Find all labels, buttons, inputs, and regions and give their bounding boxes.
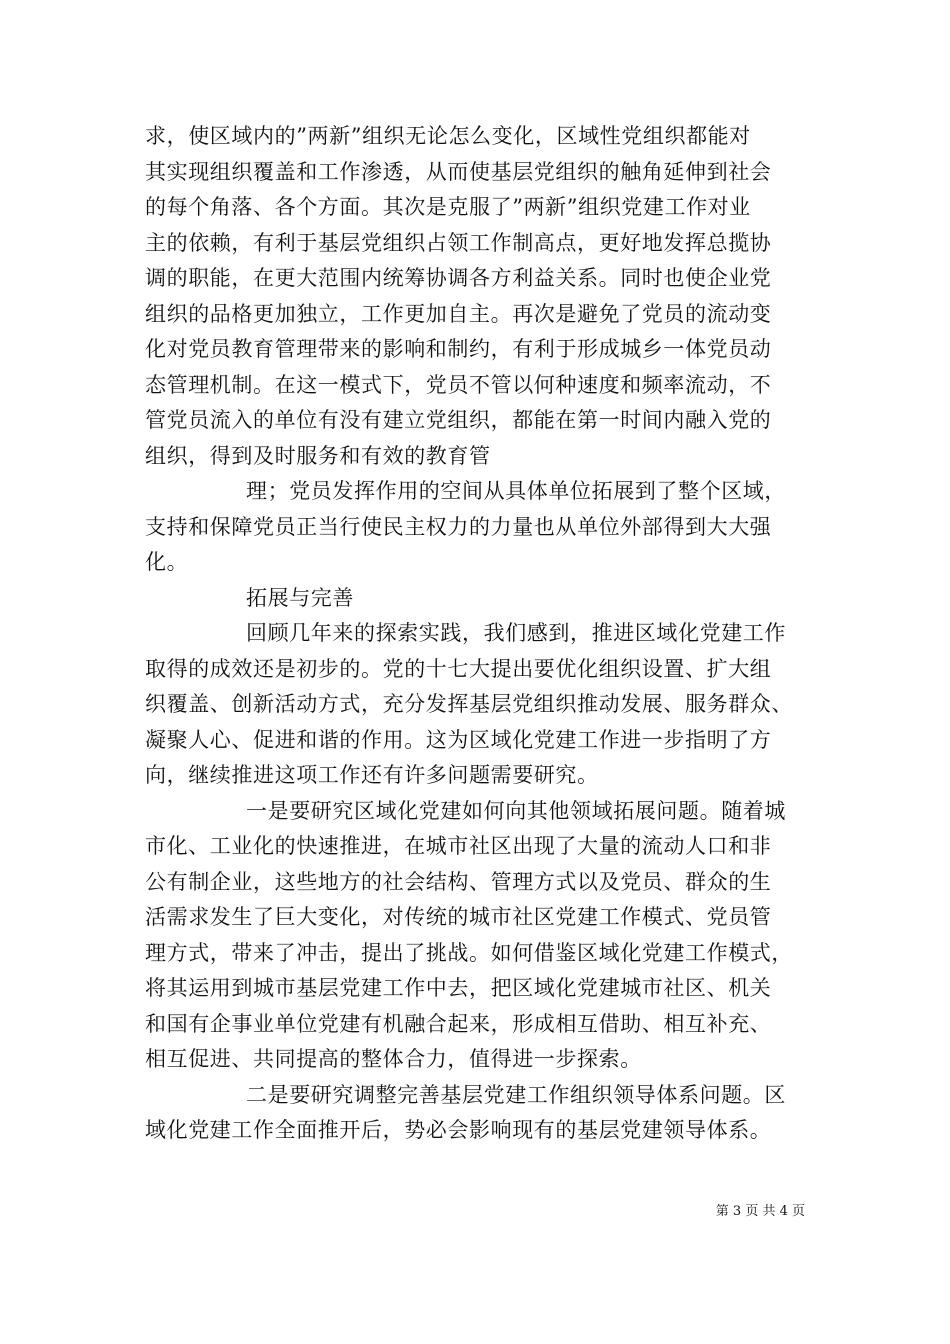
text-line: 一是要研究区域化党建如何向其他领域拓展问题。随着城	[246, 798, 786, 823]
text-line: 取得的成效还是初步的。党的十七大提出要优化组织设置、扩大组	[145, 656, 772, 681]
page-number: 第 3 页 共 4 页	[715, 1204, 805, 1219]
text-line: 市化、工业化的快速推进，在城市社区出现了大量的流动人口和非	[145, 834, 772, 858]
text-line: 和国有企事业单位党建有机融合起来，形成相互借助、相互补充、	[145, 1011, 772, 1036]
section-heading: 拓展与完善	[246, 585, 354, 610]
text-line: 求，使区域内的”两新”组织无论怎么变化，区域性党组织都能对	[145, 124, 751, 148]
text-line: 其实现组织覆盖和工作渗透，从而使基层党组织的触角延伸到社会	[145, 159, 772, 184]
text-line: 相互促进、共同提高的整体合力，值得进一步探索。	[145, 1047, 642, 1071]
text-line: 理；党员发挥作用的空间从具体单位拓展到了整个区域，	[246, 479, 786, 503]
text-line: 管党员流入的单位有没有建立党组织，都能在第一时间内融入党的	[145, 408, 772, 432]
text-line: 域化党建工作全面推开后，势必会影响现有的基层党建领导体系。	[145, 1118, 772, 1142]
text-line: 凝聚人心、促进和谐的作用。这为区域化党建工作进一步指明了方	[145, 727, 772, 752]
text-line: 公有制企业，这些地方的社会结构、管理方式以及党员、群众的生	[145, 869, 772, 894]
text-line: 态管理机制。在这一模式下，党员不管以何种速度和频率流动，不	[145, 372, 772, 397]
text-line: 二是要研究调整完善基层党建工作组织领导体系问题。区	[246, 1082, 786, 1107]
text-line: 活需求发生了巨大变化，对传统的城市社区党建工作模式、党员管	[145, 905, 772, 929]
text-line: 化对党员教育管理带来的影响和制约，有利于形成城乡一体党员动	[145, 337, 772, 361]
text-line: 主的依赖，有利于基层党组织占领工作制高点，更好地发挥总揽协	[145, 230, 772, 255]
body-text	[145, 119, 825, 1149]
text-line: 向，继续推进这项工作还有许多问题需要研究。	[145, 763, 599, 787]
text-line: 将其运用到城市基层党建工作中去，把区域化党建城市社区、机关	[145, 976, 772, 1000]
text-line: 的每个角落、各个方面。其次是克服了”两新”组织党建工作对业	[145, 195, 751, 219]
text-line: 理方式，带来了冲击，提出了挑战。如何借鉴区域化党建工作模式，	[145, 940, 793, 965]
text-line: 织覆盖、创新活动方式，充分发挥基层党组织推动发展、服务群众、	[145, 692, 793, 716]
text-line: 回顾几年来的探索实践，我们感到，推进区域化党建工作	[246, 621, 786, 645]
text-line: 组织的品格更加独立，工作更加自主。再次是避免了党员的流动变	[145, 301, 772, 326]
text-line: 支持和保障党员正当行使民主权力的力量也从单位外部得到大大强	[145, 514, 772, 539]
text-line: 化。	[145, 550, 189, 574]
text-line: 调的职能，在更大范围内统筹协调各方利益关系。同时也使企业党	[145, 266, 772, 290]
text-line: 组织，得到及时服务和有效的教育管	[145, 443, 491, 468]
